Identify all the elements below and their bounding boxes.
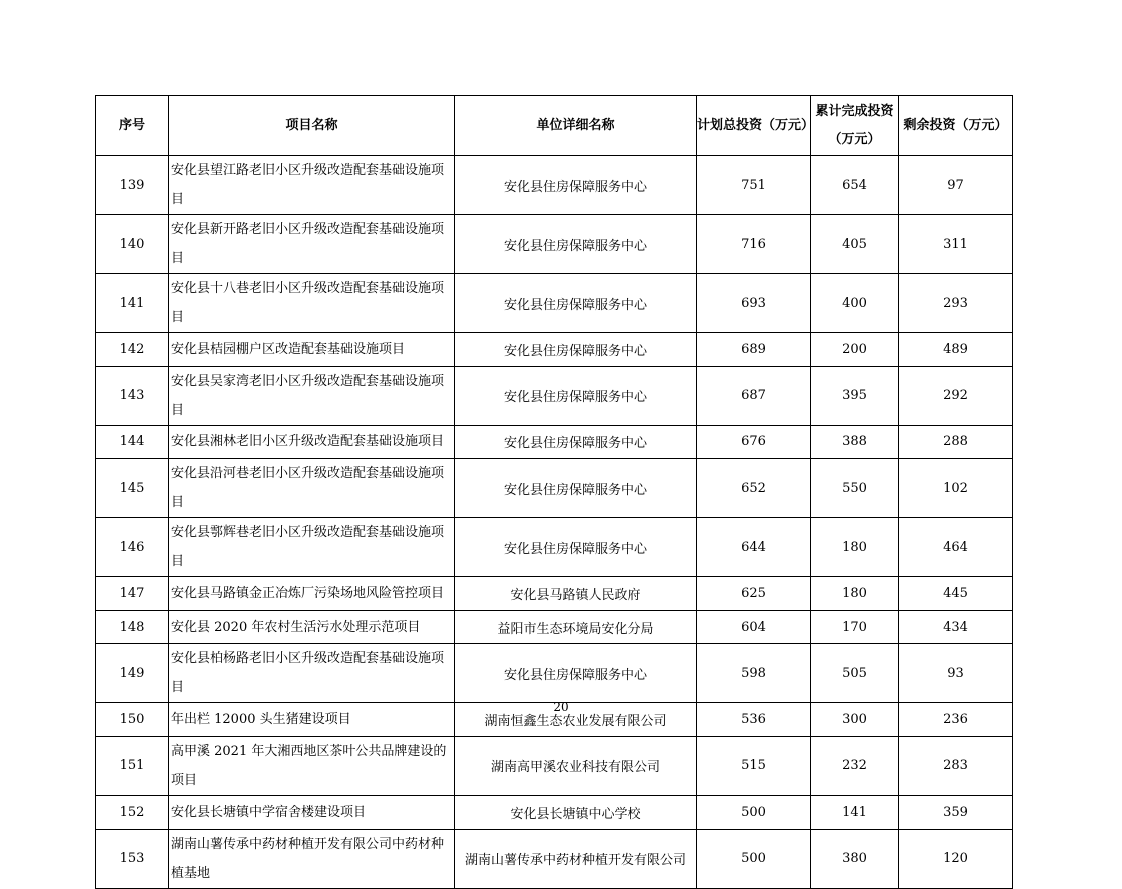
completed-investment: 180 [811,518,899,577]
planned-investment: 500 [697,829,811,888]
planned-investment: 687 [697,366,811,425]
remaining-investment: 489 [899,333,1013,367]
table-row [96,644,1013,703]
completed-investment: 170 [811,610,899,644]
unit-name: 湖南山薯传承中药材种植开发有限公司 [455,829,697,888]
remaining-investment: 93 [899,644,1013,703]
row-index: 146 [96,518,169,577]
header-completed-investment: 累计完成投资（万元） [811,96,899,156]
table-row [96,425,1013,459]
completed-investment: 180 [811,577,899,611]
page-number: 20 [553,700,569,714]
remaining-investment: 288 [899,425,1013,459]
planned-investment: 644 [697,518,811,577]
unit-name: 安化县长塘镇中心学校 [455,795,697,829]
project-name: 湖南山薯传承中药材种植开发有限公司中药材种植基地 [169,829,455,888]
unit-name: 安化县马路镇人民政府 [455,577,697,611]
completed-investment: 395 [811,366,899,425]
unit-name: 安化县住房保障服务中心 [455,333,697,367]
unit-name: 安化县住房保障服务中心 [455,459,697,518]
remaining-investment: 445 [899,577,1013,611]
table-row [96,366,1013,425]
project-name: 安化县湘林老旧小区升级改造配套基础设施项目 [169,425,455,459]
table-row [96,795,1013,829]
row-index: 152 [96,795,169,829]
planned-investment: 500 [697,795,811,829]
table-row [96,610,1013,644]
planned-investment: 515 [697,736,811,795]
completed-investment: 380 [811,829,899,888]
completed-investment: 550 [811,459,899,518]
header-remaining-investment: 剩余投资（万元） [899,96,1013,156]
investment-table [95,95,1013,889]
completed-investment: 405 [811,215,899,274]
project-name: 安化县柏杨路老旧小区升级改造配套基础设施项目 [169,644,455,703]
row-index: 143 [96,366,169,425]
table-row [96,829,1013,888]
table-row [96,518,1013,577]
table-row [96,577,1013,611]
project-name: 安化县长塘镇中学宿舍楼建设项目 [169,795,455,829]
unit-name: 安化县住房保障服务中心 [455,644,697,703]
remaining-investment: 311 [899,215,1013,274]
completed-investment: 141 [811,795,899,829]
project-name: 安化县十八巷老旧小区升级改造配套基础设施项目 [169,274,455,333]
remaining-investment: 97 [899,156,1013,215]
remaining-investment: 292 [899,366,1013,425]
table-row [96,736,1013,795]
header-index: 序号 [96,96,169,156]
project-name: 安化县吴家湾老旧小区升级改造配套基础设施项目 [169,366,455,425]
project-name: 安化县鄠辉巷老旧小区升级改造配套基础设施项目 [169,518,455,577]
unit-name: 安化县住房保障服务中心 [455,156,697,215]
row-index: 141 [96,274,169,333]
planned-investment: 676 [697,425,811,459]
planned-investment: 689 [697,333,811,367]
row-index: 140 [96,215,169,274]
planned-investment: 625 [697,577,811,611]
table-row [96,274,1013,333]
planned-investment: 536 [697,703,811,737]
planned-investment: 716 [697,215,811,274]
project-name: 安化县望江路老旧小区升级改造配套基础设施项目 [169,156,455,215]
row-index: 145 [96,459,169,518]
planned-investment: 751 [697,156,811,215]
row-index: 148 [96,610,169,644]
unit-name: 安化县住房保障服务中心 [455,274,697,333]
header-planned-investment: 计划总投资（万元） [697,96,811,156]
table-row [96,156,1013,215]
row-index: 144 [96,425,169,459]
unit-name: 安化县住房保障服务中心 [455,518,697,577]
unit-name: 益阳市生态环境局安化分局 [455,610,697,644]
remaining-investment: 102 [899,459,1013,518]
remaining-investment: 120 [899,829,1013,888]
header-unit-name: 单位详细名称 [455,96,697,156]
remaining-investment: 236 [899,703,1013,737]
unit-name: 安化县住房保障服务中心 [455,425,697,459]
planned-investment: 652 [697,459,811,518]
project-name: 高甲溪 2021 年大湘西地区茶叶公共品牌建设的项目 [169,736,455,795]
unit-name: 湖南高甲溪农业科技有限公司 [455,736,697,795]
table-header-row [96,96,1013,156]
remaining-investment: 359 [899,795,1013,829]
completed-investment: 200 [811,333,899,367]
row-index: 139 [96,156,169,215]
planned-investment: 598 [697,644,811,703]
remaining-investment: 434 [899,610,1013,644]
row-index: 150 [96,703,169,737]
completed-investment: 654 [811,156,899,215]
table-row [96,459,1013,518]
row-index: 147 [96,577,169,611]
completed-investment: 505 [811,644,899,703]
unit-name: 安化县住房保障服务中心 [455,366,697,425]
project-name: 安化县 2020 年农村生活污水处理示范项目 [169,610,455,644]
project-name: 安化县新开路老旧小区升级改造配套基础设施项目 [169,215,455,274]
project-name: 安化县沿河巷老旧小区升级改造配套基础设施项目 [169,459,455,518]
planned-investment: 604 [697,610,811,644]
remaining-investment: 293 [899,274,1013,333]
row-index: 153 [96,829,169,888]
project-name: 安化县桔园棚户区改造配套基础设施项目 [169,333,455,367]
completed-investment: 300 [811,703,899,737]
table-row [96,333,1013,367]
remaining-investment: 464 [899,518,1013,577]
completed-investment: 400 [811,274,899,333]
row-index: 142 [96,333,169,367]
completed-investment: 388 [811,425,899,459]
row-index: 149 [96,644,169,703]
row-index: 151 [96,736,169,795]
unit-name: 安化县住房保障服务中心 [455,215,697,274]
project-name: 安化县马路镇金正冶炼厂污染场地风险管控项目 [169,577,455,611]
table-row [96,215,1013,274]
completed-investment: 232 [811,736,899,795]
project-name: 年出栏 12000 头生猪建设项目 [169,703,455,737]
planned-investment: 693 [697,274,811,333]
remaining-investment: 283 [899,736,1013,795]
header-project-name: 项目名称 [169,96,455,156]
unit-name: 湖南恒鑫生态农业发展有限公司 [455,703,697,737]
